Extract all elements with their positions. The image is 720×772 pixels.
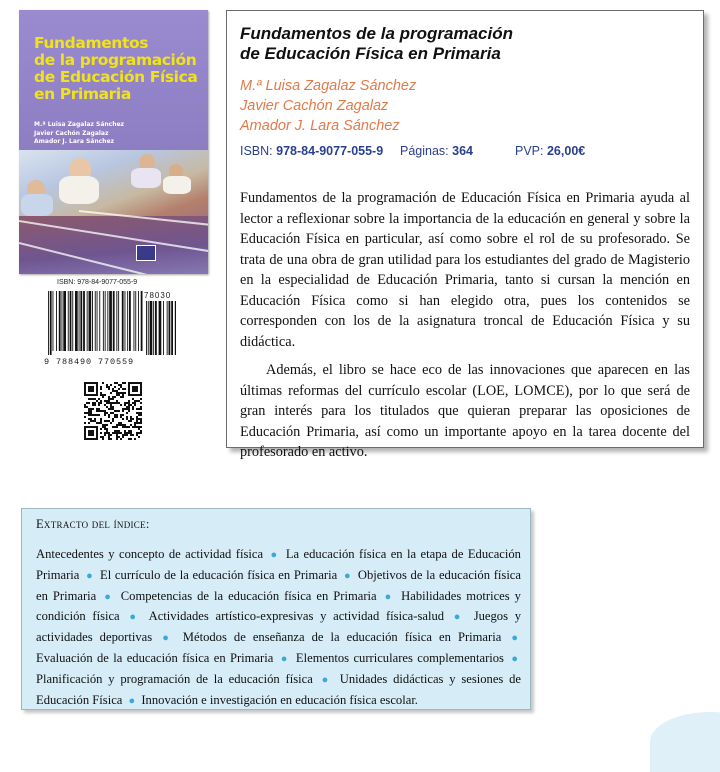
index-item: Objetivos de la educación física en Primaria — [36, 567, 521, 603]
author-name: M.ª Luisa Zagalaz Sánchez — [240, 78, 417, 94]
bullet-icon: ● — [270, 549, 279, 561]
barcode-digits: 9 788490 770559 — [44, 357, 135, 367]
bullet-icon: ● — [511, 632, 519, 645]
index-item: Unidades didácticas y sesiones de Educación Física — [36, 671, 522, 707]
bullet-icon: ● — [86, 569, 94, 582]
bullet-icon: ● — [321, 673, 331, 686]
bullet-icon: ● — [104, 590, 113, 603]
runner-body — [163, 176, 191, 194]
bullet-icon: ● — [129, 611, 140, 624]
bullet-icon: ● — [384, 590, 394, 603]
runner-body — [21, 194, 53, 216]
index-item: Habilidades motrices y condición física — [36, 588, 521, 624]
bullet-icon: ● — [453, 611, 464, 624]
book-cover — [19, 10, 208, 274]
index-item: Competencias de la educación física en Primaria — [120, 588, 377, 603]
index-item: Planificación y programación de la educación física — [36, 671, 313, 686]
cover-title: Fundamentos de la programación de Educación Física en Primaria — [34, 34, 198, 103]
pages-field: Páginas: 364 — [400, 144, 473, 158]
index-item: Juegos y actividades deportivas — [36, 609, 521, 645]
index-item: Antecedentes y concepto de actividad física — [36, 547, 264, 561]
barcode-addon-digits: 78030 — [144, 291, 172, 300]
bullet-icon: ● — [511, 652, 518, 665]
qr-code-image — [84, 382, 142, 440]
publisher-logo — [136, 245, 156, 261]
index-item: Métodos de enseñanza de la educación física en Primaria — [182, 630, 502, 645]
book-description — [240, 188, 690, 471]
index-item: La educación física en la etapa de Educación Primaria — [36, 547, 521, 582]
bullet-icon: ● — [280, 652, 289, 665]
barcode-image — [44, 291, 176, 356]
author-name: Javier Cachón Zagalaz — [240, 98, 389, 114]
description-paragraph: Además, el libro se hace eco de las innovaciones que aparecen en las últimas reformas del currículo escolar (LOE, LOMCE), por lo que será de gran interés para los titulados que quieran preparar las oposiciones de Educación Primaria, así como un importante apoyo en la tarea docente del profesorado en activo. — [240, 362, 690, 460]
index-list — [36, 545, 521, 711]
runner-body — [59, 176, 99, 204]
book-meta — [240, 144, 680, 162]
isbn-field: ISBN: 978-84-9077-055-9 — [240, 144, 384, 158]
index-item: Innovación e investigación en educación física escolar. — [141, 692, 418, 707]
description-paragraph: Fundamentos de la programación de Educación Física en Primaria ayuda al lector a reflexionar sobre la importancia de la educación en general y sobre la Educación Física en particular, así como sobre el rol de su profesorado. Se trata de una obra de gran utilidad para los estudiantes del grado de Magisterio en la especialidad de Educación Primaria, tanto si cursan la mención en Educación Física como si han elegido otra, pues los contenidos se corresponden con los de la asignatura troncal de Educación Física y su didáctica. — [240, 190, 690, 350]
bullet-icon: ● — [128, 694, 136, 707]
price-field: PVP: 26,00€ — [515, 144, 586, 158]
index-item: El currículo de la educación física en Primaria — [100, 567, 338, 582]
decorative-curve — [650, 712, 720, 772]
index-heading: Extracto del índice: — [36, 517, 150, 531]
bullet-icon: ● — [343, 569, 352, 582]
index-item: Evaluación de la educación física en Primaria — [36, 650, 274, 665]
runner-body — [131, 168, 161, 188]
index-item: Actividades artístico-expresivas y actividad física-salud — [148, 609, 445, 624]
author-name: Amador J. Lara Sánchez — [240, 118, 400, 134]
barcode-isbn-label: ISBN: 978-84-9077-055-9 — [57, 279, 138, 286]
index-item: Elementos curriculares complementarios — [295, 650, 504, 665]
book-title: Fundamentos de la programación de Educación Física en Primaria — [240, 24, 513, 63]
bullet-icon: ● — [162, 632, 173, 645]
book-authors — [240, 76, 416, 136]
cover-photo — [19, 150, 208, 274]
cover-authors: M.ª Luisa Zagalaz Sánchez Javier Cachón Zagalaz Amador J. Lara Sánchez — [34, 121, 125, 145]
